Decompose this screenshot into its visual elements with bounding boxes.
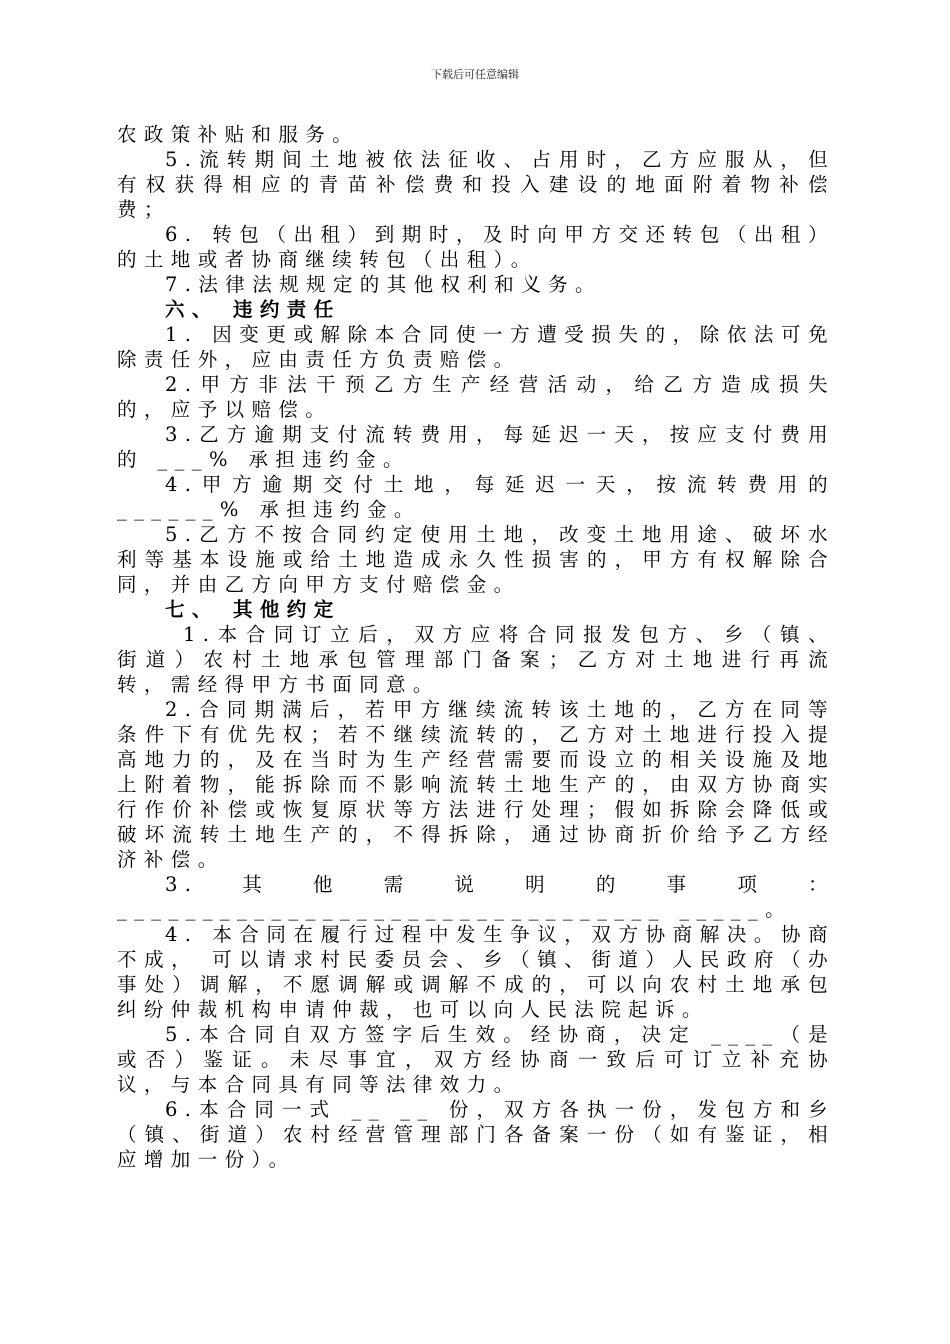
- other-clause-2: 2.合同期满后，若甲方继续流转该土地的，乙方在同等条件下有优先权；若不继续流转的，乙方对土地进行投入提高地力的，及在当时为生产经营需要而设立的相关设施及地上附着物，能拆除而不影响流转土地生产的，由双方协商实行作价补偿或恢复原状等方法进行处理；假如拆除会降低或破坏流转土地生产的，不得拆除，通过协商折价给予乙方经济补偿。: [117, 698, 835, 871]
- other-clause-1: 1.本合同订立后，双方应将合同报发包方、乡（镇、街道）农村土地承包管理部门备案；乙方对土地进行再流转，需经得甲方书面同意。: [117, 623, 835, 696]
- breach-clause-1: 1. 因变更或解除本合同使一方遭受损失的，除依法可免除责任外，应由责任方负责赔偿。: [117, 323, 835, 371]
- breach-clause-5: 5.乙方不按合同约定使用土地，改变土地用途、破坏水利等基本设施或给土地造成永久性损害的，甲方有权解除合同，并由乙方向甲方支付赔偿金。: [117, 523, 835, 596]
- contract-body: [117, 122, 835, 1172]
- section-heading-other-terms: 七、 其他约定: [165, 598, 341, 621]
- clause-5-land-expropriation: 5.流转期间土地被依法征收、占用时，乙方应服从，但有权获得相应的青苗补偿费和投入建设的地面附着物补偿费；: [117, 148, 835, 221]
- other-clause-6: 6.本合同一式 __ __ 份，双方各执一份，发包方和乡（镇、街道）农村经营管理部门各备案一份（如有鉴证，相应增加一份）。: [117, 1098, 835, 1171]
- other-clause-5: 5.本合同自双方签字后生效。经协商，决定 ____（是或否）鉴证。未尽事宜，双方经协商一致后可订立补充协议，与本合同具有同等法律效力。: [117, 1023, 835, 1096]
- other-clause-4: 4. 本合同在履行过程中发生争议，双方协商解决。协商不成， 可以请求村民委员会、乡（镇、街道）人民政府（办事处）调解，不愿调解或调解不成的，可以向农村土地承包纠纷仲裁机构申请仲裁，也可以向人民法院起诉。: [117, 923, 835, 1021]
- section-heading-breach-liability: 六、 违约责任: [165, 298, 341, 321]
- breach-clause-3: 3.乙方逾期支付流转费用，每延迟一天，按应支付费用的 ___% 承担违约金。: [117, 423, 835, 471]
- breach-clause-4: 4.甲方逾期交付土地，每延迟一天，按流转费用的 ______% 承担违约金。: [117, 473, 835, 521]
- clause-7-other-rights: 7.法律法规规定的其他权利和义务。: [165, 273, 602, 296]
- clause-6-return-land: 6. 转包（出租）到期时，及时向甲方交还转包（出租）的土地或者协商继续转包（出租）。: [117, 223, 835, 271]
- paragraph-subsidy-end: 农政策补贴和服务。: [117, 123, 360, 146]
- other-clause-3: 3.其他需说明的事项：________________________________ _____。: [117, 873, 835, 921]
- page-header-note: 下载后可任意编辑: [431, 68, 519, 81]
- breach-clause-2: 2.甲方非法干预乙方生产经营活动，给乙方造成损失的，应予以赔偿。: [117, 373, 835, 421]
